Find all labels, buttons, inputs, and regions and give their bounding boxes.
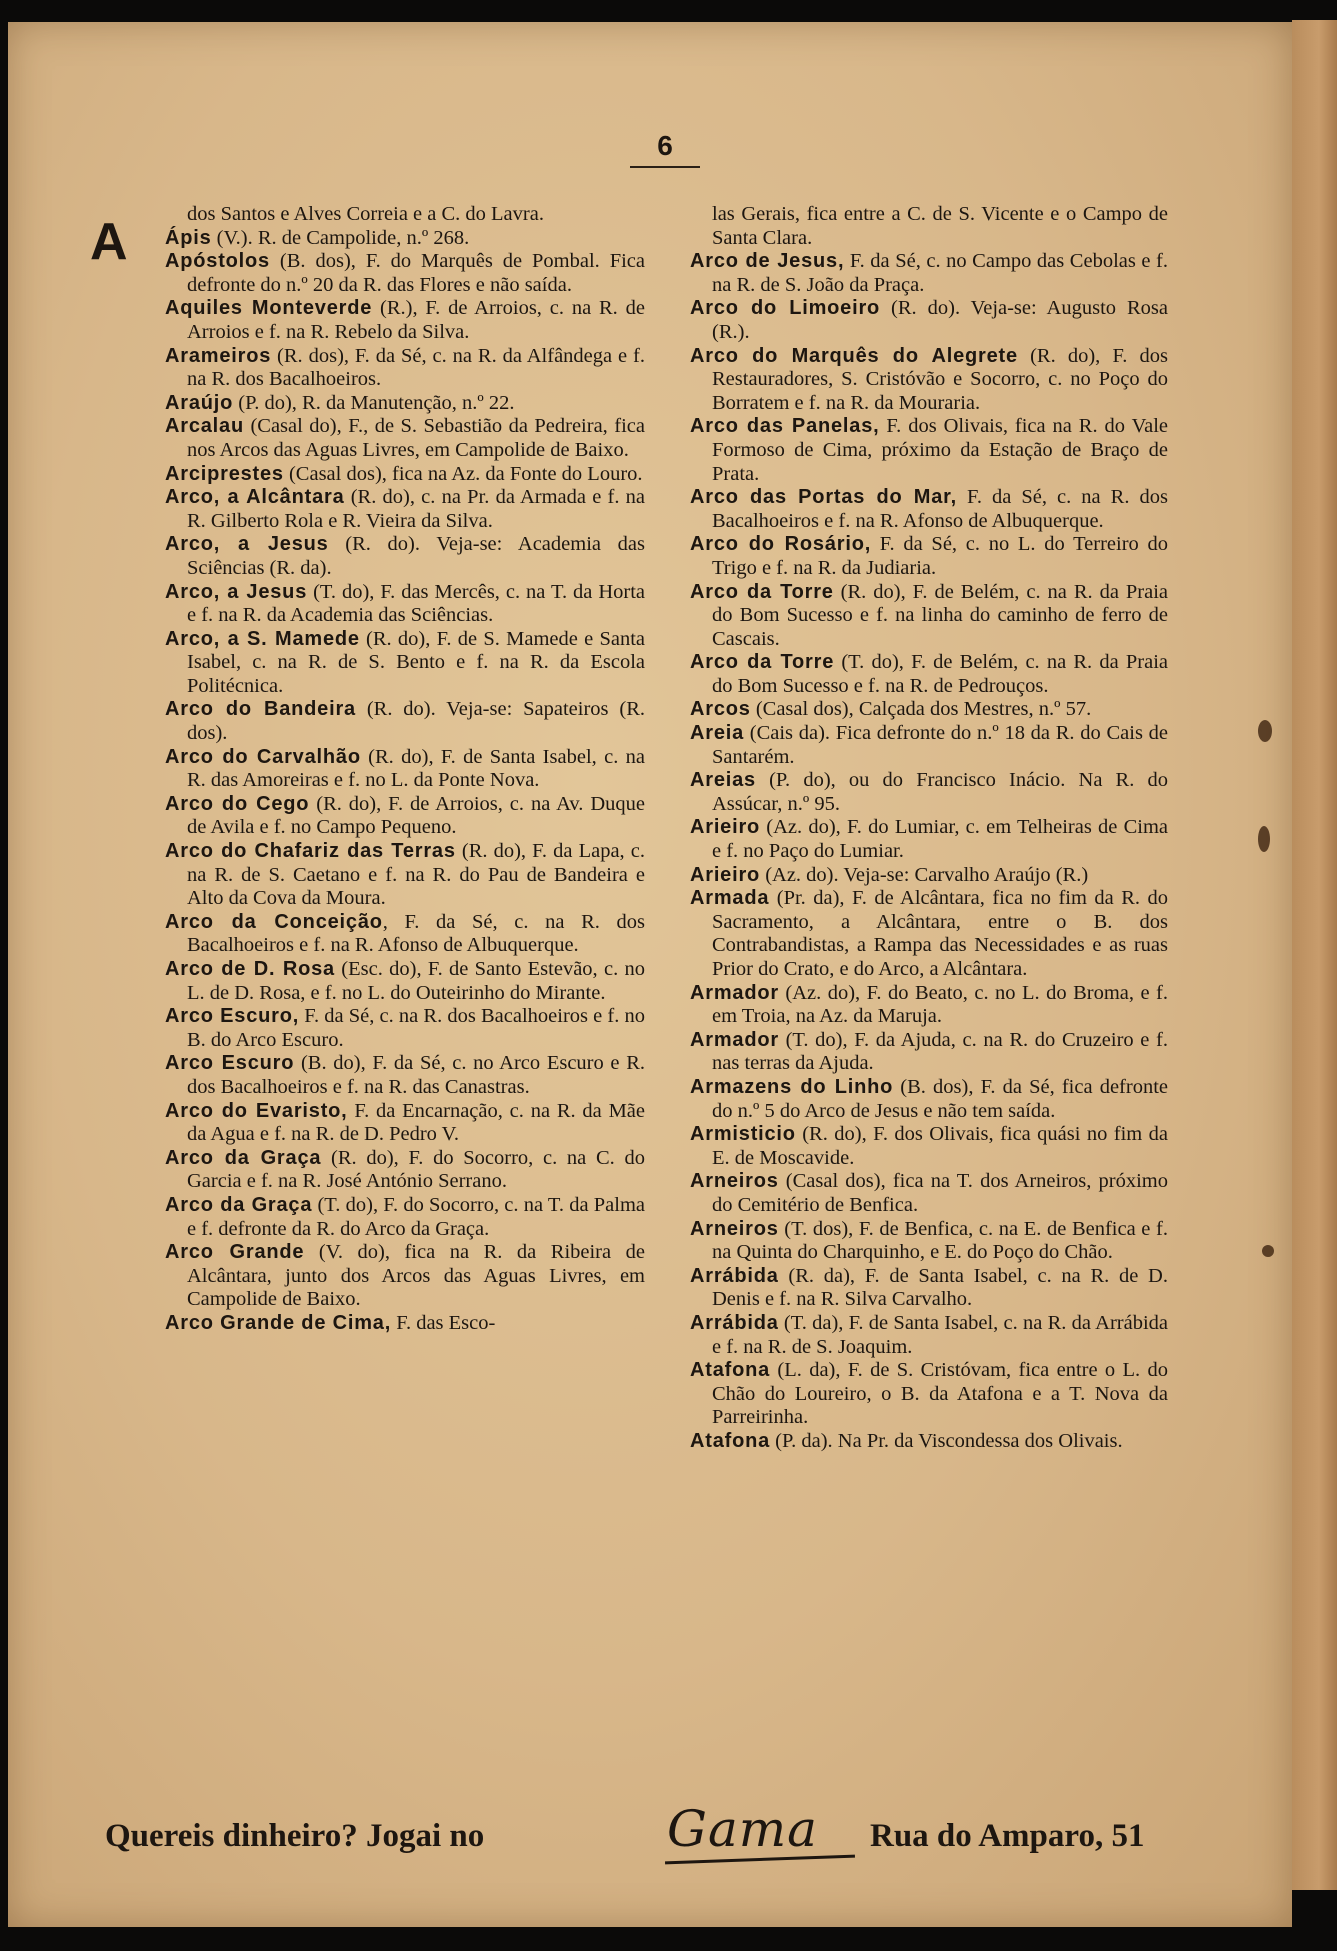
entry-headword: Arrábida <box>690 1311 779 1334</box>
entry-text: (L. da), F. de S. Cristóvam, fica entre o L. do Chão do Loureiro, o B. da Atafona e a T. Nova da Parreirinha. <box>712 1359 1168 1429</box>
gazetteer-entry <box>165 250 645 297</box>
entry-text: (R. do), F. da Lapa, c. na R. de S. Caetano e f. na R. do Pau de Bandeira e Alto da Cova da Moura. <box>187 840 645 910</box>
gazetteer-entry <box>690 651 1168 698</box>
brand-logo: Gama <box>667 1800 818 1858</box>
gazetteer-entry <box>165 1147 645 1194</box>
gazetteer-entry <box>165 911 645 958</box>
entry-text: (R.), F. de Arroios, c. na R. de Arroios e f. na R. Rebelo da Silva. <box>187 297 645 343</box>
entry-text: F. da Encarnação, c. na R. da Mãe da Agua e f. na R. de D. Pedro V. <box>187 1099 645 1146</box>
entry-headword: Armador <box>690 1028 779 1051</box>
entry-text: F. das Esco- <box>391 1311 496 1334</box>
entry-headword: Arco de D. Rosa <box>165 958 335 980</box>
entry-headword: Arieiro <box>690 816 761 839</box>
gazetteer-entry <box>165 1312 645 1336</box>
entry-text: (P. do), R. da Manutenção, n.º 22. <box>233 391 515 414</box>
gazetteer-entry <box>690 1029 1168 1076</box>
entry-text: (T. da), F. de Santa Isabel, c. na R. da Arrábida e f. na R. de S. Joaquim. <box>712 1311 1168 1358</box>
entry-text: (R. do), F. de Belém, c. na R. da Praia do Bom Sucesso e f. na linha do caminho de ferro de Cascais. <box>712 580 1168 650</box>
entry-text: (T. do), F. de Belém, c. na R. da Praia do Bom Sucesso e f. na R. de Pedrouços. <box>712 651 1168 697</box>
gazetteer-entry <box>165 227 645 251</box>
entry-headword: Atafona <box>690 1429 771 1452</box>
gazetteer-entry <box>165 1241 645 1312</box>
gazetteer-entry <box>165 463 645 487</box>
gazetteer-entry <box>690 1312 1168 1359</box>
entry-text: dos Santos e Alves Correia e a C. do Lavra. <box>187 203 544 225</box>
gazetteer-entry <box>165 203 645 227</box>
entry-headword: Arcos <box>690 698 751 721</box>
gazetteer-entry <box>690 1265 1168 1312</box>
entry-text: F. da Sé, c. no L. do Terreiro do Trigo e f. na R. da Judiaria. <box>712 533 1168 579</box>
entry-text: (R. do), F. dos Olivais, fica quási no fim da E. de Moscavide. <box>712 1123 1168 1169</box>
entry-text: (T. do), F. da Ajuda, c. na R. do Cruzeiro e f. nas terras da Ajuda. <box>712 1028 1168 1075</box>
gazetteer-entry <box>165 958 645 1005</box>
gazetteer-entry <box>690 1123 1168 1170</box>
gazetteer-entry <box>690 887 1168 981</box>
ink-stain <box>1258 826 1270 852</box>
gazetteer-entry <box>165 1194 645 1241</box>
entry-headword: Arco Escuro, <box>165 1005 300 1028</box>
ink-stain <box>1258 720 1272 742</box>
gazetteer-entry <box>690 1076 1168 1123</box>
entry-headword: Arco da Torre <box>690 580 834 603</box>
entry-text: (R. do), c. na Pr. da Armada e f. na R. Gilberto Rola e R. Vieira da Silva. <box>187 486 645 532</box>
entry-headword: Arneiros <box>690 1217 779 1240</box>
gazetteer-entry <box>165 415 645 462</box>
entry-text: las Gerais, fica entre a C. de S. Vicente e o Campo de Santa Clara. <box>712 203 1168 249</box>
entry-text: (Casal dos), fica na Az. da Fonte do Louro. <box>283 462 643 485</box>
entry-text: (R. do), F. de Santa Isabel, c. na R. das Amoreiras e f. no L. da Ponte Nova. <box>187 745 645 792</box>
entry-text: (Az. do), F. do Beato, c. no L. do Broma, e f. em Troia, na Az. da Maruja. <box>712 981 1168 1028</box>
entry-text: (Pr. da), F. de Alcântara, fica no fim da R. do Sacramento, a Alcântara, entre o B. dos Contrabandistas, a Rampa das Necessidades e as ruas Prior do Crato, e do Arco, a Alcântara. <box>712 887 1168 980</box>
entry-headword: Armador <box>690 981 779 1004</box>
entry-text: (P. da). Na Pr. da Viscondessa dos Olivais. <box>770 1429 1123 1452</box>
gazetteer-entry <box>690 486 1168 533</box>
entry-text: (R. da), F. de Santa Isabel, c. na R. de D. Denis e f. na R. Silva Carvalho. <box>712 1264 1168 1311</box>
entry-text: (R. do), F. do Socorro, c. na C. do Garcia e f. na R. José António Serrano. <box>187 1146 645 1193</box>
gazetteer-entry <box>690 1430 1168 1454</box>
gazetteer-entry <box>165 486 645 533</box>
gazetteer-entry <box>690 581 1168 652</box>
page-number: 6 <box>657 130 673 161</box>
gazetteer-entry <box>690 864 1168 888</box>
entry-headword: Arieiro <box>690 863 761 886</box>
entry-headword: Arco do Bandeira <box>165 698 356 721</box>
footer-question: Quereis dinheiro? Jogai no <box>105 1818 485 1854</box>
entry-text: (T. do), F. do Socorro, c. na T. da Palma e f. defronte da R. do Arco da Graça. <box>187 1193 645 1240</box>
entry-text: , F. da Sé, c. na R. dos Bacalhoeiros e f. na R. Afonso de Albuquerque. <box>187 910 645 957</box>
entry-text: (B. dos), F. da Sé, fica defronte do n.º 5 do Arco de Jesus e não tem saída. <box>712 1075 1168 1122</box>
entry-headword: Arco do Cego <box>165 792 310 815</box>
left-column <box>165 203 645 1336</box>
entry-text: (R. do), F. dos Restauradores, S. Cristóvão e Socorro, c. no Poço do Borratem e f. na R. da Mouraria. <box>712 344 1168 414</box>
entry-headword: Arco da Conceição <box>165 910 383 933</box>
gazetteer-entry <box>690 415 1168 486</box>
entry-text: (Esc. do), F. de Santo Estevão, c. no L. de D. Rosa, e f. no L. do Outeirinho do Mirante. <box>187 958 645 1004</box>
next-page-edge <box>1292 20 1337 1890</box>
entry-headword: Ápis <box>165 226 212 249</box>
entry-text: (T. dos), F. de Benfica, c. na E. de Benfica e f. na Quinta do Charquinho, e E. do Poço do Chão. <box>712 1217 1168 1264</box>
entry-headword: Arcalau <box>165 415 244 438</box>
gazetteer-entry <box>690 1170 1168 1217</box>
advertisement-footer <box>105 1800 1255 1870</box>
section-letter: A <box>90 213 128 271</box>
gazetteer-entry <box>165 1005 645 1052</box>
gazetteer-entry <box>690 533 1168 580</box>
entry-text: (B. do), F. da Sé, c. no Arco Escuro e R. dos Bacalhoeiros e f. na R. das Canastras. <box>187 1052 645 1098</box>
entry-headword: Arco Grande de Cima, <box>165 1311 392 1334</box>
entry-text: (R. do). Veja-se: Academia das Sciências (R. da). <box>187 533 645 579</box>
gazetteer-entry <box>690 982 1168 1029</box>
gazetteer-entry <box>690 698 1168 722</box>
gazetteer-entry <box>690 1218 1168 1265</box>
entry-headword: Arco das Panelas, <box>690 415 880 438</box>
entry-headword: Arco da Graça <box>165 1146 322 1169</box>
entry-text: (R. do). Veja-se: Augusto Rosa (R.). <box>712 297 1168 343</box>
entry-text: (Az. do). Veja-se: Carvalho Araújo (R.) <box>760 863 1089 886</box>
entry-text: F. da Sé, c. no Campo das Cebolas e f. na R. de S. João da Praça. <box>712 250 1168 296</box>
gazetteer-entry <box>165 297 645 344</box>
entry-headword: Areias <box>690 769 756 792</box>
entry-headword: Arameiros <box>165 344 272 367</box>
entry-text: (T. do), F. das Mercês, c. na T. da Horta e f. na R. da Academia das Sciências. <box>187 580 646 627</box>
entry-text: (Casal do), F., de S. Sebastião da Pedreira, fica nos Arcos das Aguas Livres, em Campolide de Baixo. <box>187 415 645 461</box>
gazetteer-entry <box>165 1052 645 1099</box>
gazetteer-entry <box>165 698 645 745</box>
entry-headword: Arco do Rosário, <box>690 533 872 556</box>
entry-text: (R. dos), F. da Sé, c. na R. da Alfândega e f. na R. dos Bacalhoeiros. <box>187 344 645 391</box>
entry-headword: Arco do Evaristo, <box>165 1099 348 1122</box>
entry-text: (V.). R. de Campolide, n.º 268. <box>211 226 470 249</box>
entry-headword: Arco da Torre <box>690 651 835 674</box>
entry-headword: Arco de Jesus, <box>690 250 845 273</box>
gazetteer-entry <box>690 297 1168 344</box>
entry-headword: Arrábida <box>690 1264 779 1287</box>
entry-text: (Az. do), F. do Lumiar, c. em Telheiras de Cima e f. no Paço do Lumiar. <box>712 816 1168 863</box>
page-number-rule <box>630 166 700 168</box>
entry-headword: Arco Grande <box>165 1241 305 1264</box>
entry-headword: Arco do Marquês do Alegrete <box>690 344 1018 367</box>
entry-headword: Arco da Graça <box>165 1193 313 1216</box>
entry-headword: Arciprestes <box>165 462 284 485</box>
entry-headword: Aquiles Monteverde <box>165 297 373 320</box>
entry-headword: Arco do Carvalhão <box>165 745 361 768</box>
entry-text: (R. do), F. de S. Mamede e Santa Isabel, c. na R. de S. Bento e f. na R. da Escola Politécnica. <box>187 627 645 697</box>
gazetteer-entry <box>165 345 645 392</box>
entry-text: (B. dos), F. do Marquês de Pombal. Fica defronte do n.º 20 da R. das Flores e não saída. <box>187 250 645 296</box>
entry-text: (V. do), fica na R. da Ribeira de Alcântara, junto dos Arcos das Aguas Livres, em Campolide de Baixo. <box>187 1241 645 1311</box>
entry-headword: Arco do Limoeiro <box>690 297 881 320</box>
entry-headword: Arco, a Alcântara <box>165 486 345 509</box>
gazetteer-entry <box>690 1359 1168 1430</box>
gazetteer-entry <box>165 746 645 793</box>
entry-text: (Cais da). Fica defronte do n.º 18 da R. do Cais de Santarém. <box>712 722 1168 768</box>
right-column <box>690 203 1168 1453</box>
gazetteer-entry <box>165 793 645 840</box>
gazetteer-entry <box>165 1100 645 1147</box>
entry-text: (R. do), F. de Arroios, c. na Av. Duque de Avila e f. no Campo Pequeno. <box>187 792 646 839</box>
entry-text: F. da Sé, c. na R. dos Bacalhoeiros e f. no B. do Arco Escuro. <box>187 1005 645 1051</box>
entry-headword: Arco do Chafariz das Terras <box>165 840 456 863</box>
gazetteer-entry <box>165 392 645 416</box>
footer-address: Rua do Amparo, 51 <box>870 1818 1145 1854</box>
entry-text: (P. do), ou do Francisco Inácio. Na R. do Assúcar, n.º 95. <box>712 769 1168 815</box>
gazetteer-entry <box>690 769 1168 816</box>
gazetteer-entry <box>690 722 1168 769</box>
gazetteer-entry <box>690 816 1168 863</box>
entry-headword: Armada <box>690 887 770 910</box>
entry-headword: Araújo <box>165 391 234 414</box>
gazetteer-entry <box>165 628 645 699</box>
entry-headword: Arneiros <box>690 1170 779 1193</box>
entry-headword: Arco, a Jesus <box>165 580 308 603</box>
entry-headword: Areia <box>690 722 745 745</box>
entry-headword: Armazens do Linho <box>690 1075 894 1098</box>
entry-headword: Arco, a Jesus <box>165 533 329 556</box>
entry-headword: Arco das Portas do Mar, <box>690 486 958 509</box>
gazetteer-entry <box>165 840 645 911</box>
entry-headword: Arco, a S. Mamede <box>165 627 360 650</box>
gazetteer-entry <box>690 345 1168 416</box>
entry-text: (R. do). Veja-se: Sapateiros (R. dos). <box>187 698 646 745</box>
entry-headword: Armisticio <box>690 1123 796 1146</box>
entry-text: F. dos Olivais, fica na R. do Vale Formoso de Cima, próximo da Estação de Braço de Prata. <box>712 415 1168 485</box>
entry-headword: Atafona <box>690 1359 771 1382</box>
gazetteer-entry <box>690 203 1168 250</box>
entry-text: (Casal dos), fica na T. dos Arneiros, próximo do Cemitério de Benfica. <box>712 1170 1168 1216</box>
gazetteer-entry <box>165 533 645 580</box>
entry-headword: Arco Escuro <box>165 1052 295 1075</box>
entry-headword: Apóstolos <box>165 250 270 273</box>
gazetteer-entry <box>690 250 1168 297</box>
entry-text: (Casal dos), Calçada dos Mestres, n.º 57. <box>750 698 1092 721</box>
gazetteer-entry <box>165 581 645 628</box>
ink-stain <box>1262 1245 1274 1257</box>
entry-text: F. da Sé, c. na R. dos Bacalhoeiros e f. na R. Afonso de Albuquerque. <box>712 486 1168 532</box>
